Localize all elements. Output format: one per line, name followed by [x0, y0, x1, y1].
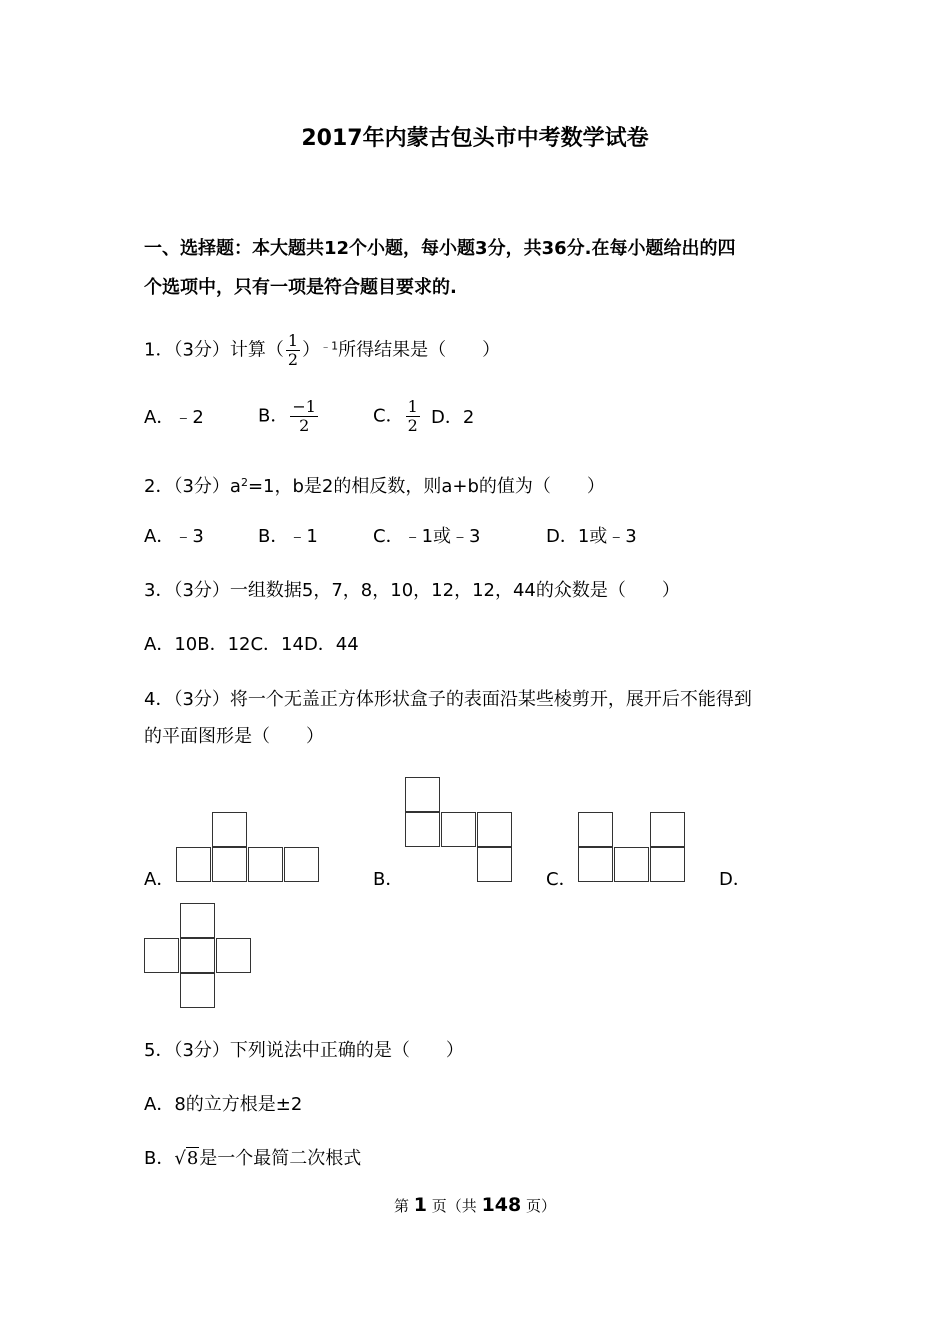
- q2-option-b: B．﹣1: [258, 526, 318, 547]
- q2-suffix: =1，b是2的相反数，则a+b的值为（ ）: [247, 476, 605, 497]
- q1-prefix: 1．（3分）计算（: [144, 339, 284, 361]
- q4-option-d-label: D．: [719, 869, 751, 890]
- footer-total-pages: 148: [481, 1194, 522, 1216]
- question-5: 5．（3分）下列说法中正确的是（ ）: [144, 1040, 464, 1061]
- q5-option-b: [144, 1147, 361, 1171]
- q5-option-b-label: B．: [144, 1148, 175, 1169]
- q1-fraction: [286, 332, 300, 369]
- net-square: [441, 812, 476, 847]
- page-footer: [0, 1194, 950, 1216]
- footer-mid: 页（共: [431, 1197, 477, 1215]
- q1-optc-num: 1: [407, 397, 418, 416]
- footer-post: 页）: [526, 1197, 557, 1215]
- q1-optb-den: 2: [299, 416, 310, 435]
- q2-prefix: 2．（3分）a: [144, 476, 241, 497]
- q3-options: A．10B．12C．14D．44: [144, 634, 359, 655]
- net-square: [180, 973, 215, 1008]
- q5-option-b-text: 是一个最简二次根式: [199, 1148, 362, 1169]
- q4-option-c-label: C．: [546, 869, 577, 890]
- q1-suffix: 所得结果是（ ）: [338, 339, 501, 361]
- q1-frac-den: 2: [287, 350, 299, 369]
- net-square: [578, 847, 613, 882]
- q1-frac-num: 1: [287, 331, 299, 350]
- net-square: [405, 812, 440, 847]
- net-square: [212, 847, 247, 882]
- net-square: [477, 847, 512, 882]
- q1-option-b-label: B．: [258, 405, 289, 427]
- q1-optb-num: −1: [292, 397, 316, 416]
- q1-option-a: A．﹣2: [144, 407, 204, 428]
- q1-option-d: D．2: [431, 407, 475, 428]
- q1-option-b: [258, 398, 320, 435]
- sqrt-symbol: √8: [174, 1148, 199, 1169]
- q5-radicand: 8: [186, 1148, 199, 1169]
- net-square: [144, 938, 179, 973]
- q1-option-c: [373, 398, 422, 435]
- net-square: [650, 812, 685, 847]
- q5-option-a: A．8的立方根是±2: [144, 1094, 303, 1115]
- question-4-line1: 4．（3分）将一个无盖正方体形状盒子的表面沿某些棱剪开，展开后不能得到: [144, 689, 752, 710]
- net-square: [614, 847, 649, 882]
- net-square: [650, 847, 685, 882]
- net-square: [216, 938, 251, 973]
- q2-option-c: C．﹣1或﹣3: [373, 526, 481, 547]
- q2-exponent: 2: [240, 476, 248, 489]
- section-heading-line1: 一、选择题：本大题共12个小题，每小题3分，共36分.在每小题给出的四: [144, 238, 736, 259]
- q1-close: ）: [302, 339, 321, 361]
- net-square: [176, 847, 211, 882]
- net-square: [477, 812, 512, 847]
- net-square: [248, 847, 283, 882]
- page-title: 2017年内蒙古包头市中考数学试卷: [301, 126, 649, 151]
- net-square: [180, 903, 215, 938]
- footer-page-number: 1: [413, 1194, 427, 1216]
- q1-option-b-fraction: [290, 398, 318, 435]
- question-1: [144, 332, 500, 369]
- q4-option-b-label: B．: [373, 869, 404, 890]
- net-square: [405, 777, 440, 812]
- q1-exponent: ﹣1: [320, 339, 339, 353]
- q2-option-d: D．1或﹣3: [546, 526, 637, 547]
- q4-option-a-label: A．: [144, 869, 175, 890]
- net-square: [180, 938, 215, 973]
- q1-option-c-fraction: [406, 398, 420, 435]
- question-4-line2: 的平面图形是（ ）: [144, 726, 324, 747]
- net-square: [284, 847, 319, 882]
- question-2: [144, 471, 605, 499]
- section-heading-line2: 个选项中，只有一项是符合题目要求的.: [144, 277, 457, 298]
- net-square: [212, 812, 247, 847]
- net-square: [578, 812, 613, 847]
- footer-pre: 第: [393, 1197, 409, 1215]
- q1-optc-den: 2: [407, 416, 418, 435]
- q2-option-a: A．﹣3: [144, 526, 204, 547]
- q1-option-c-label: C．: [373, 405, 404, 427]
- question-3: 3．（3分）一组数据5，7，8，10，12，12，44的众数是（ ）: [144, 580, 680, 601]
